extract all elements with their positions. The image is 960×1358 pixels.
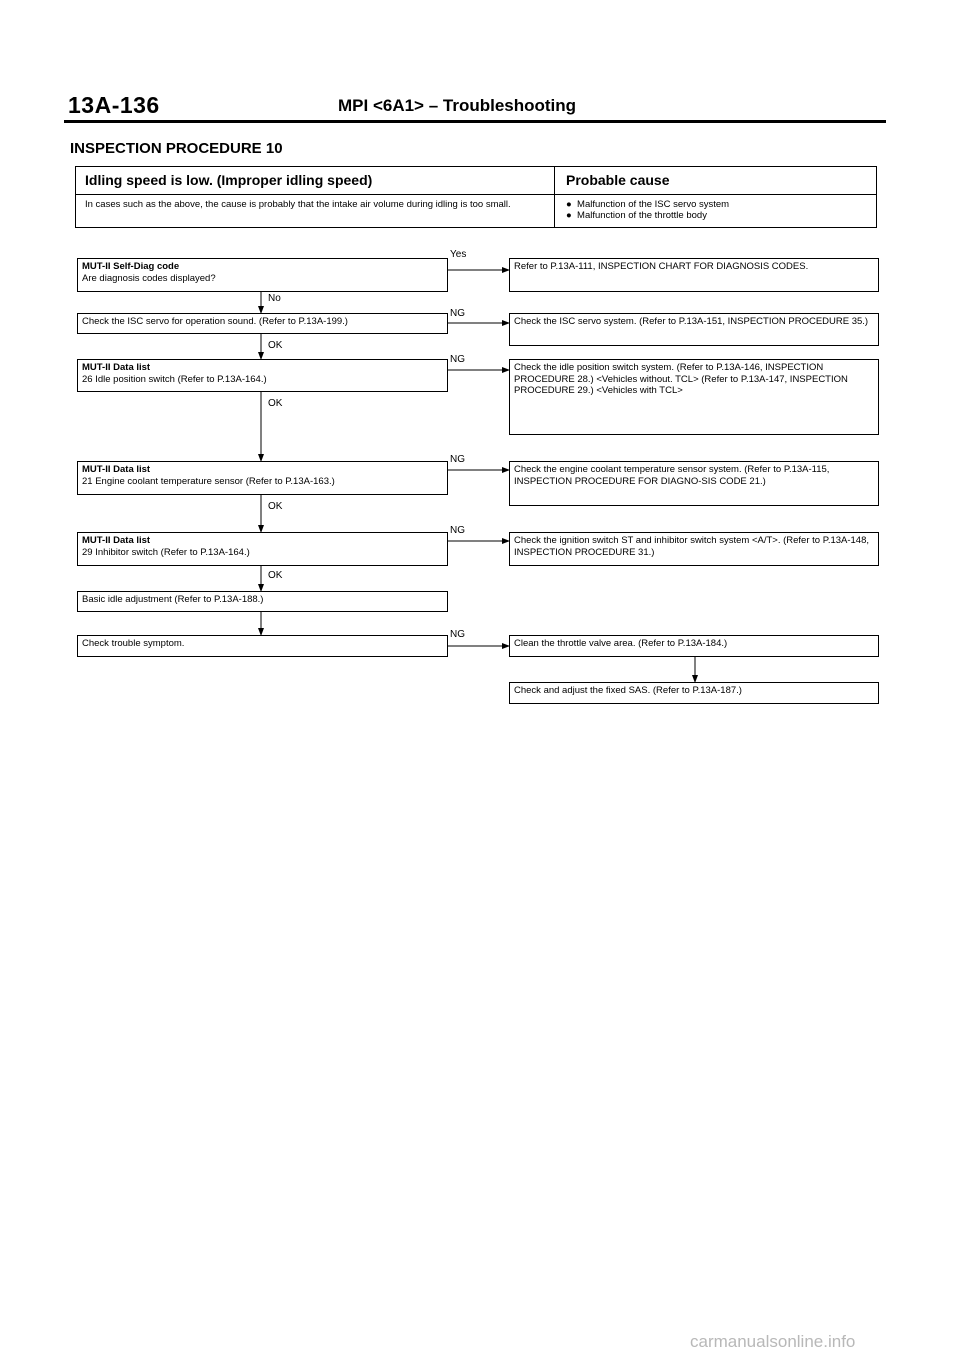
step-idle-position-switch: MUT-II Data list 26 Idle position switch (Refer to P.13A-164.) [77,359,448,392]
result-idle-position-switch: Check the idle position switch system. (Refer to P.13A-146, INSPECTION PROCEDURE 28.) <Vehicles without. TCL> (Refer to P.13A-147, INSPECTION PROCEDURE 29.) <Vehicles with TCL> [509,359,879,435]
label-ok-4: OK [268,501,283,512]
step-check-fixed-sas: Check and adjust the fixed SAS. (Refer to P.13A-187.) [509,682,879,704]
result-diagnosis-codes: Refer to P.13A-111, INSPECTION CHART FOR DIAGNOSIS CODES. [509,258,879,292]
step-check-trouble-symptom: Check trouble symptom. [77,635,448,657]
cause-item-1: ● Malfunction of the ISC servo system [566,199,730,210]
label-ok-2: OK [268,340,283,351]
step-inhibitor-switch: MUT-II Data list 29 Inhibitor switch (Refer to P.13A-164.) [77,532,448,566]
step-basic-idle-adjustment: Basic idle adjustment (Refer to P.13A-188.) [77,591,448,612]
section-title: INSPECTION PROCEDURE 10 [70,140,283,157]
label-yes: Yes [450,249,467,260]
bullet-icon: ● [566,210,578,221]
label-no: No [268,293,281,304]
label-ng-7: NG [450,629,465,640]
label-ok-5: OK [268,570,283,581]
page-number: 13A-136 [68,92,160,118]
step-isc-servo-sound: Check the ISC servo for operation sound. (Refer to P.13A-199.) [77,313,448,334]
symptom-description: In cases such as the above, the cause is probably that the intake air volume during idling is too small. [85,199,511,210]
symptom-header: Idling speed is low. (Improper idling speed) [85,172,373,188]
result-clean-throttle: Clean the throttle valve area. (Refer to P.13A-184.) [509,635,879,657]
label-ng-5: NG [450,525,465,536]
step-self-diag: MUT-II Self-Diag code Are diagnosis codes displayed? [77,258,448,292]
result-coolant-sensor: Check the engine coolant temperature sensor system. (Refer to P.13A-115, INSPECTION PROCEDURE FOR DIAGNO-SIS CODE 21.) [509,461,879,506]
result-isc-servo-system: Check the ISC servo system. (Refer to P.13A-151, INSPECTION PROCEDURE 35.) [509,313,879,346]
step-coolant-sensor: MUT-II Data list 21 Engine coolant temperature sensor (Refer to P.13A-163.) [77,461,448,495]
label-ok-3: OK [268,398,283,409]
probable-cause-header: Probable cause [566,172,670,188]
label-ng-4: NG [450,454,465,465]
result-inhibitor-switch: Check the ignition switch ST and inhibitor switch system <A/T>. (Refer to P.13A-148, INSPECTION PROCEDURE 31.) [509,532,879,566]
watermark: carmanualsonline.info [690,1332,856,1351]
label-ng-3: NG [450,354,465,365]
label-ng-2: NG [450,308,465,319]
cause-item-2: ● Malfunction of the throttle body [566,210,707,221]
page-title: MPI <6A1> – Troubleshooting [338,96,577,115]
bullet-icon: ● [566,199,578,210]
